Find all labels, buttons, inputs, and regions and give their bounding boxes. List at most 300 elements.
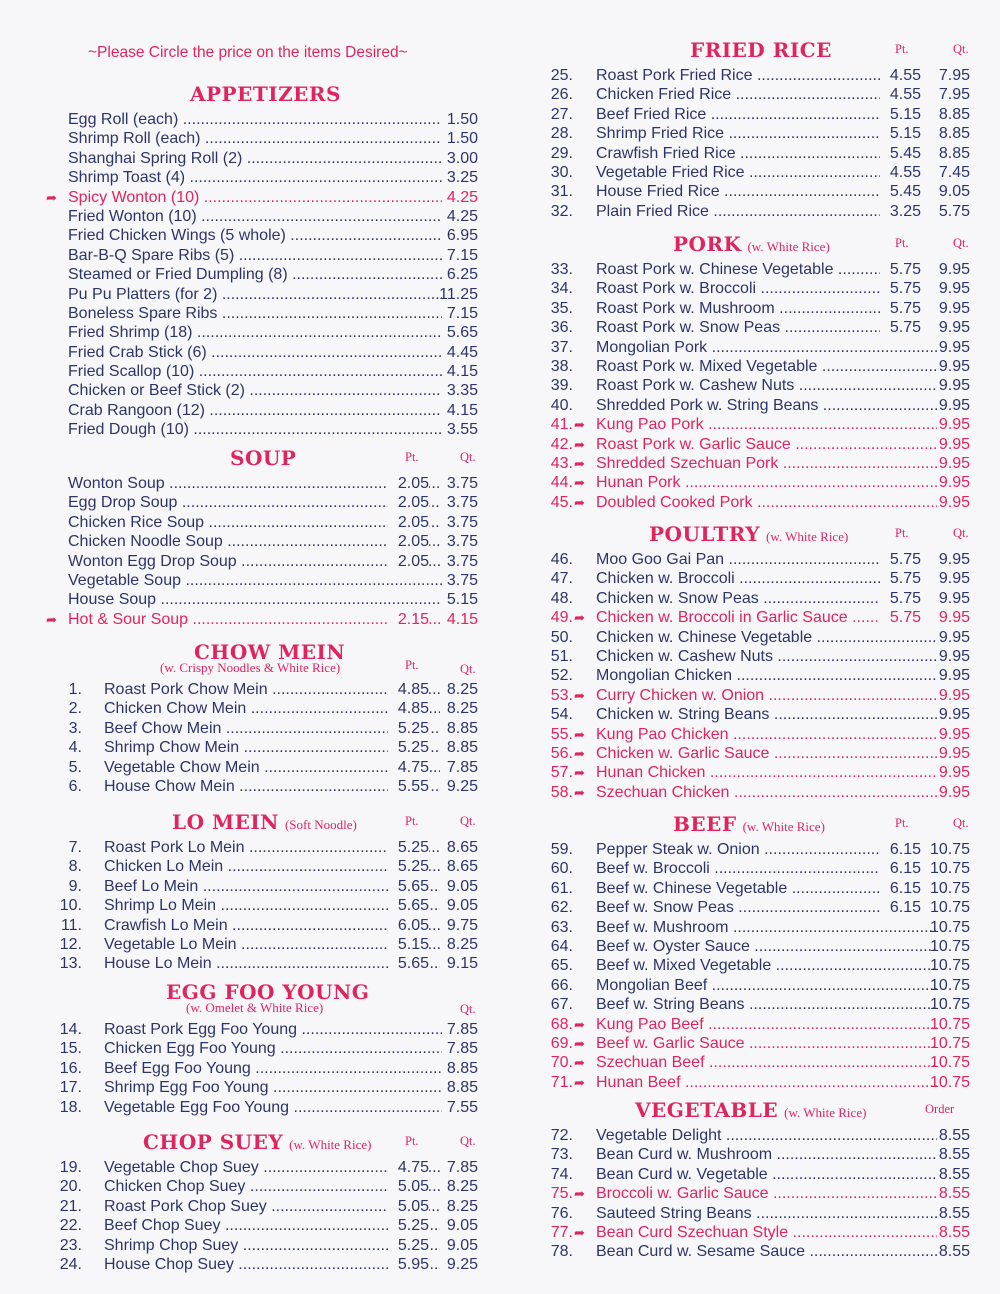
price[interactable]: 6.95 (446, 227, 478, 245)
pint-price[interactable]: 4.75 (388, 758, 429, 777)
quart-header: Qt. (460, 662, 476, 676)
item-number: 2. (68, 700, 82, 718)
quart-price[interactable]: 10.75 (929, 976, 970, 994)
menu-item[interactable] (545, 415, 980, 434)
section-appetizers (0, 82, 500, 440)
price[interactable]: 3.00 (446, 149, 478, 167)
item-name-text: Wonton Soup (68, 475, 165, 492)
price[interactable]: 4.45 (446, 343, 478, 361)
menu-item[interactable] (545, 202, 980, 221)
quart-price[interactable]: 7.85 (446, 758, 478, 776)
price[interactable]: 8.55 (938, 1165, 970, 1183)
pint-price[interactable]: 4.75 (388, 1158, 429, 1177)
quart-price[interactable]: 9.95 (938, 609, 970, 627)
pint-price[interactable]: 2.05 (388, 474, 429, 493)
item-name-text: Hunan Chicken (596, 764, 706, 782)
pint-price[interactable]: 5.25 (388, 1236, 429, 1255)
menu-item[interactable] (0, 323, 500, 342)
quart-price[interactable]: 9.75 (446, 916, 478, 934)
pint-price[interactable]: 5.25 (388, 857, 429, 876)
menu-item[interactable] (0, 935, 500, 954)
pint-price[interactable]: 5.65 (388, 896, 429, 915)
menu-item[interactable] (545, 859, 980, 878)
pint-price[interactable]: 5.25 (388, 738, 429, 757)
price[interactable]: 7.85 (446, 1021, 478, 1038)
item-name (596, 318, 885, 337)
menu-item[interactable] (0, 304, 500, 323)
menu-item[interactable] (0, 168, 500, 187)
menu-item[interactable] (545, 1053, 980, 1072)
quart-price[interactable]: 8.85 (938, 125, 970, 143)
quart-price[interactable]: 8.65 (446, 858, 478, 876)
item-number: 70. (550, 1054, 573, 1072)
quart-price[interactable]: 9.05 (446, 1236, 478, 1254)
pint-price[interactable]: 5.15 (880, 124, 921, 143)
pint-price[interactable]: 4.85 (388, 699, 429, 718)
section-title (673, 812, 825, 836)
menu-item[interactable] (0, 857, 500, 876)
price[interactable]: 4.25 (446, 207, 478, 225)
menu-item[interactable] (0, 149, 500, 168)
quart-price[interactable]: 7.95 (938, 86, 970, 104)
quart-price[interactable]: 9.95 (938, 377, 970, 395)
menu-item[interactable] (545, 725, 980, 744)
item-name-text: Roast Pork w. Cashew Nuts (596, 377, 795, 395)
pint-price[interactable]: 6.15 (880, 879, 921, 898)
item-name-text: Kung Pao Chicken (596, 725, 729, 743)
price[interactable]: 8.55 (938, 1146, 970, 1164)
quart-price[interactable]: 10.75 (929, 918, 970, 936)
pint-price[interactable]: 5.05 (388, 1177, 429, 1196)
menu-item[interactable] (0, 552, 500, 571)
menu-item[interactable] (0, 129, 500, 148)
price[interactable]: 3.35 (446, 382, 478, 400)
menu-item[interactable] (545, 937, 980, 956)
chili-pepper-icon: ➦ (574, 1055, 585, 1071)
quart-price[interactable]: 8.25 (446, 1178, 478, 1196)
menu-item[interactable] (545, 279, 980, 298)
menu-item[interactable] (545, 1126, 980, 1145)
quart-price[interactable]: 9.95 (938, 628, 970, 646)
pint-price[interactable]: 2.05 (388, 552, 429, 571)
pint-price[interactable]: 5.75 (880, 279, 921, 298)
quart-price[interactable]: 9.95 (938, 706, 970, 724)
quart-price[interactable]: 4.15 (446, 610, 478, 628)
quart-price[interactable]: 9.95 (938, 725, 970, 743)
price[interactable]: 6.25 (446, 266, 478, 284)
quart-price[interactable]: 9.05 (446, 1217, 478, 1235)
menu-item[interactable] (545, 1145, 980, 1164)
item-name-text: Chicken Rice Soup (68, 513, 205, 531)
menu-item[interactable] (545, 85, 980, 104)
item-name (68, 226, 442, 245)
menu-item[interactable] (545, 66, 980, 85)
quart-price[interactable]: 8.85 (938, 144, 970, 162)
item-name (596, 956, 937, 975)
menu-item[interactable] (0, 1255, 500, 1274)
menu-item[interactable] (0, 285, 500, 304)
menu-item[interactable] (545, 898, 980, 917)
quart-price[interactable]: 10.75 (929, 879, 970, 897)
item-name-text: Roast Pork Lo Mein (104, 839, 245, 856)
menu-item[interactable] (0, 110, 500, 129)
price[interactable]: 4.25 (446, 188, 478, 206)
quart-price[interactable]: 9.95 (938, 357, 970, 375)
quart-price[interactable]: 8.25 (446, 700, 478, 718)
price[interactable]: 3.25 (446, 169, 478, 187)
quart-price[interactable]: 9.95 (938, 299, 970, 317)
pint-price[interactable]: 5.75 (880, 299, 921, 318)
menu-item[interactable] (0, 1039, 500, 1058)
menu-item[interactable] (0, 226, 500, 245)
item-name-text: Pu Pu Platters (for 2) (68, 285, 218, 303)
quart-price[interactable]: 9.95 (938, 744, 970, 762)
menu-item[interactable] (545, 550, 980, 569)
quart-price[interactable]: 9.95 (938, 319, 970, 337)
pint-price[interactable]: 4.85 (388, 680, 429, 699)
pint-price[interactable]: 2.15 (388, 610, 429, 629)
pint-price[interactable]: 3.25 (880, 202, 921, 221)
item-number: 13. (59, 955, 82, 973)
price[interactable]: 4.15 (446, 363, 478, 381)
quart-price[interactable]: 8.25 (446, 1197, 478, 1215)
menu-item[interactable] (545, 956, 980, 975)
quart-price[interactable]: 8.85 (446, 739, 478, 757)
quart-price[interactable]: 9.95 (938, 570, 970, 588)
item-name-text: Roast Pork w. Broccoli (596, 280, 757, 298)
pint-price[interactable]: 5.55 (388, 777, 429, 796)
item-name (68, 323, 442, 342)
menu-item[interactable] (0, 1020, 500, 1039)
section-chow-mein (0, 640, 500, 796)
quart-price[interactable]: 7.45 (938, 163, 970, 181)
menu-item[interactable] (0, 420, 500, 439)
quart-price[interactable]: 10.75 (929, 996, 970, 1014)
pint-price[interactable]: 5.05 (388, 1197, 429, 1216)
menu-item[interactable] (545, 647, 980, 666)
menu-item[interactable] (545, 1204, 980, 1223)
quart-price[interactable]: 10.75 (929, 1015, 970, 1033)
menu-item[interactable] (545, 396, 980, 415)
price[interactable]: 8.55 (938, 1127, 970, 1144)
price[interactable]: 7.15 (446, 246, 478, 264)
price[interactable]: 1.50 (446, 111, 478, 128)
quart-price[interactable]: 9.15 (446, 955, 478, 973)
quart-price[interactable]: 5.75 (938, 202, 970, 220)
menu-item[interactable] (0, 758, 500, 777)
pint-price[interactable]: 5.75 (880, 318, 921, 337)
quart-price[interactable]: 3.75 (446, 552, 478, 570)
menu-item[interactable] (0, 188, 500, 207)
menu-item[interactable] (545, 628, 980, 647)
menu-item[interactable] (0, 493, 500, 512)
menu-item[interactable] (545, 976, 980, 995)
menu-item[interactable] (0, 532, 500, 551)
menu-item[interactable] (545, 318, 980, 337)
price[interactable]: 7.85 (446, 1040, 478, 1058)
section-title-text: LO MEIN (172, 810, 279, 834)
menu-item[interactable] (545, 589, 980, 608)
pint-price[interactable]: 2.05 (388, 493, 429, 512)
item-number: 40. (550, 396, 573, 414)
pint-price[interactable]: 6.15 (880, 898, 921, 917)
quart-price[interactable]: 3.75 (446, 571, 478, 589)
quart-price[interactable]: 9.95 (938, 338, 970, 356)
menu-item[interactable] (545, 1015, 980, 1034)
quart-price[interactable]: 8.25 (446, 681, 478, 698)
pint-price[interactable]: 5.65 (388, 877, 429, 896)
pint-price[interactable]: 5.75 (880, 550, 921, 569)
menu-item[interactable] (545, 608, 980, 627)
menu-item[interactable] (545, 357, 980, 376)
quart-price[interactable]: 8.25 (446, 935, 478, 953)
pint-price[interactable]: 2.05 (388, 532, 429, 551)
menu-item[interactable] (545, 1223, 980, 1242)
pint-price[interactable]: 5.65 (388, 954, 429, 973)
price[interactable]: 7.15 (446, 304, 478, 322)
menu-item[interactable] (545, 376, 980, 395)
price[interactable]: 8.55 (938, 1223, 970, 1241)
item-name-text: Hunan Pork (596, 474, 681, 492)
menu-item[interactable] (545, 473, 980, 492)
quart-price[interactable]: 9.95 (938, 667, 970, 685)
quart-price[interactable]: 10.75 (929, 1034, 970, 1052)
quart-price[interactable]: 9.95 (938, 551, 970, 568)
menu-item[interactable] (545, 1242, 980, 1261)
menu-item[interactable] (545, 1184, 980, 1203)
pint-price[interactable]: 4.55 (880, 66, 921, 85)
menu-item[interactable] (545, 995, 980, 1014)
menu-item[interactable] (545, 435, 980, 454)
menu-item[interactable] (0, 896, 500, 915)
chili-pepper-icon: ➦ (574, 455, 585, 471)
menu-item[interactable] (0, 1216, 500, 1235)
pint-price[interactable]: 5.25 (388, 1216, 429, 1235)
quart-price[interactable]: 9.95 (938, 396, 970, 414)
quart-price[interactable]: 10.75 (929, 957, 970, 975)
menu-item[interactable] (545, 493, 980, 512)
quart-price[interactable]: 9.25 (446, 777, 478, 795)
quart-price[interactable]: 10.75 (929, 937, 970, 955)
menu-item[interactable] (0, 571, 500, 590)
menu-item[interactable] (0, 719, 500, 738)
item-name-text: Bean Curd w. Mushroom (596, 1146, 773, 1164)
item-number: 23. (59, 1236, 82, 1254)
price[interactable]: 4.15 (446, 401, 478, 419)
item-number: 43. (550, 454, 573, 472)
pint-price[interactable]: 5.45 (880, 144, 921, 163)
pint-price[interactable]: 5.75 (880, 608, 921, 627)
menu-item[interactable] (0, 590, 500, 609)
pint-price[interactable]: 5.25 (388, 838, 429, 857)
pint-price[interactable]: 6.15 (880, 859, 921, 878)
quart-price[interactable]: 3.75 (446, 513, 478, 531)
menu-item[interactable] (545, 783, 980, 802)
pint-price[interactable]: 6.05 (388, 916, 429, 935)
menu-item[interactable] (0, 1177, 500, 1196)
menu-item[interactable] (0, 513, 500, 532)
price[interactable]: 11.25 (439, 285, 478, 303)
quart-price[interactable]: 10.75 (929, 1073, 970, 1091)
menu-item[interactable] (545, 744, 980, 763)
price[interactable]: 5.65 (446, 324, 478, 342)
chili-pepper-icon: ➦ (574, 436, 585, 452)
section-soup (0, 446, 500, 629)
menu-item[interactable] (545, 686, 980, 705)
menu-item[interactable] (545, 182, 980, 201)
price[interactable]: 8.85 (446, 1059, 478, 1077)
price[interactable]: 8.85 (446, 1079, 478, 1097)
item-number: 47. (550, 570, 573, 588)
section-poultry (545, 522, 980, 802)
quart-price[interactable]: 9.05 (446, 877, 478, 895)
quart-price[interactable]: 3.75 (446, 533, 478, 551)
price[interactable]: 8.55 (938, 1243, 970, 1261)
menu-item[interactable] (545, 1165, 980, 1184)
quart-price[interactable]: 8.65 (446, 839, 478, 856)
quart-price[interactable]: 9.95 (938, 474, 970, 492)
menu-item[interactable] (0, 1078, 500, 1097)
price[interactable]: 1.50 (446, 130, 478, 148)
menu-item[interactable] (545, 705, 980, 724)
menu-item[interactable] (545, 1034, 980, 1053)
pint-price[interactable]: 2.05 (388, 513, 429, 532)
pint-price[interactable]: 5.75 (880, 589, 921, 608)
menu-item[interactable] (0, 362, 500, 381)
quart-price[interactable]: 7.95 (938, 67, 970, 84)
menu-item[interactable] (545, 918, 980, 937)
menu-item[interactable] (0, 838, 500, 857)
quart-price[interactable]: 9.95 (938, 435, 970, 453)
item-name-text: Shredded Pork w. String Beans (596, 396, 819, 414)
quart-price[interactable]: 9.95 (938, 647, 970, 665)
quart-price[interactable]: 3.75 (446, 494, 478, 512)
menu-item[interactable] (545, 260, 980, 279)
menu-item[interactable] (0, 1158, 500, 1177)
menu-item[interactable] (0, 877, 500, 896)
pint-price[interactable]: 5.75 (880, 569, 921, 588)
menu-item[interactable] (0, 1098, 500, 1117)
menu-item[interactable] (0, 401, 500, 420)
quart-price[interactable]: 9.95 (938, 493, 970, 511)
menu-item[interactable] (0, 738, 500, 757)
pint-price[interactable]: 5.95 (388, 1255, 429, 1274)
price[interactable]: 8.55 (938, 1204, 970, 1222)
price[interactable]: 7.55 (446, 1098, 478, 1116)
item-name (596, 550, 885, 569)
menu-item[interactable] (0, 916, 500, 935)
item-number: 1. (68, 681, 82, 698)
quart-price[interactable]: 9.95 (938, 589, 970, 607)
menu-item[interactable] (0, 954, 500, 973)
price[interactable]: 8.55 (938, 1185, 970, 1203)
quart-price[interactable]: 9.95 (938, 783, 970, 801)
item-name (68, 149, 442, 168)
menu-item[interactable] (545, 666, 980, 685)
quart-price[interactable]: 10.75 (929, 1054, 970, 1072)
pint-price[interactable]: 5.15 (880, 105, 921, 124)
item-number: 73. (550, 1146, 573, 1164)
quart-price[interactable]: 9.05 (938, 183, 970, 201)
price[interactable]: 3.55 (446, 421, 478, 439)
pint-price[interactable]: 5.25 (388, 719, 429, 738)
menu-item[interactable] (545, 879, 980, 898)
item-name (68, 552, 440, 571)
pint-header: Pt. (895, 816, 909, 830)
menu-item[interactable] (0, 610, 500, 629)
quart-price[interactable]: 9.95 (938, 764, 970, 782)
item-number: 52. (550, 667, 573, 685)
quart-price[interactable]: 8.85 (446, 719, 478, 737)
menu-item[interactable] (545, 763, 980, 782)
menu-item[interactable] (545, 454, 980, 473)
quart-price[interactable]: 9.25 (446, 1255, 478, 1273)
pint-price[interactable]: 5.75 (880, 260, 921, 279)
quart-price[interactable]: 10.75 (929, 899, 970, 917)
quart-price[interactable]: 9.95 (938, 416, 970, 434)
menu-item[interactable] (0, 265, 500, 284)
menu-item[interactable] (545, 299, 980, 318)
menu-item[interactable] (0, 1236, 500, 1255)
menu-item[interactable] (0, 207, 500, 226)
menu-item[interactable] (0, 474, 500, 493)
section-note: (w. White Rice) (742, 819, 825, 834)
quart-price[interactable]: 9.95 (938, 280, 970, 298)
menu-item[interactable] (545, 105, 980, 124)
item-number: 18. (59, 1098, 82, 1116)
menu-item[interactable] (545, 124, 980, 143)
item-number: 33. (550, 261, 573, 278)
quart-price[interactable]: 5.15 (446, 591, 478, 609)
quart-price[interactable]: 7.85 (446, 1159, 478, 1176)
pint-price[interactable]: 5.15 (388, 935, 429, 954)
menu-item[interactable] (0, 777, 500, 796)
menu-item[interactable] (545, 1073, 980, 1092)
menu-item[interactable] (545, 163, 980, 182)
item-number: 66. (550, 976, 573, 994)
pint-price[interactable]: 6.15 (880, 840, 921, 859)
quart-price[interactable]: 10.75 (929, 841, 970, 858)
quart-price[interactable]: 8.85 (938, 105, 970, 123)
quart-price[interactable]: 9.95 (938, 454, 970, 472)
quart-price[interactable]: 3.75 (446, 475, 478, 492)
quart-price[interactable]: 9.95 (938, 261, 970, 278)
menu-item[interactable] (0, 343, 500, 362)
pint-price[interactable]: 5.45 (880, 182, 921, 201)
menu-item[interactable] (0, 1197, 500, 1216)
item-name (68, 474, 440, 493)
menu-item[interactable] (0, 680, 500, 699)
menu-item[interactable] (545, 840, 980, 859)
menu-item[interactable] (545, 338, 980, 357)
item-number: 74. (550, 1165, 573, 1183)
menu-item[interactable] (545, 569, 980, 588)
item-name (596, 454, 937, 473)
menu-item[interactable] (0, 246, 500, 265)
menu-item[interactable] (0, 699, 500, 718)
menu-item[interactable] (0, 381, 500, 400)
item-name-text: Bar-B-Q Spare Ribs (5) (68, 246, 235, 264)
quart-price[interactable]: 10.75 (929, 860, 970, 878)
menu-item[interactable] (0, 1059, 500, 1078)
menu-item[interactable] (545, 144, 980, 163)
quart-price[interactable]: 9.95 (938, 686, 970, 704)
section-header (0, 980, 500, 1020)
pint-price[interactable]: 4.55 (880, 163, 921, 182)
item-name-text: Beef Fried Rice (596, 105, 707, 123)
quart-price[interactable]: 9.05 (446, 897, 478, 915)
pint-price[interactable]: 4.55 (880, 85, 921, 104)
